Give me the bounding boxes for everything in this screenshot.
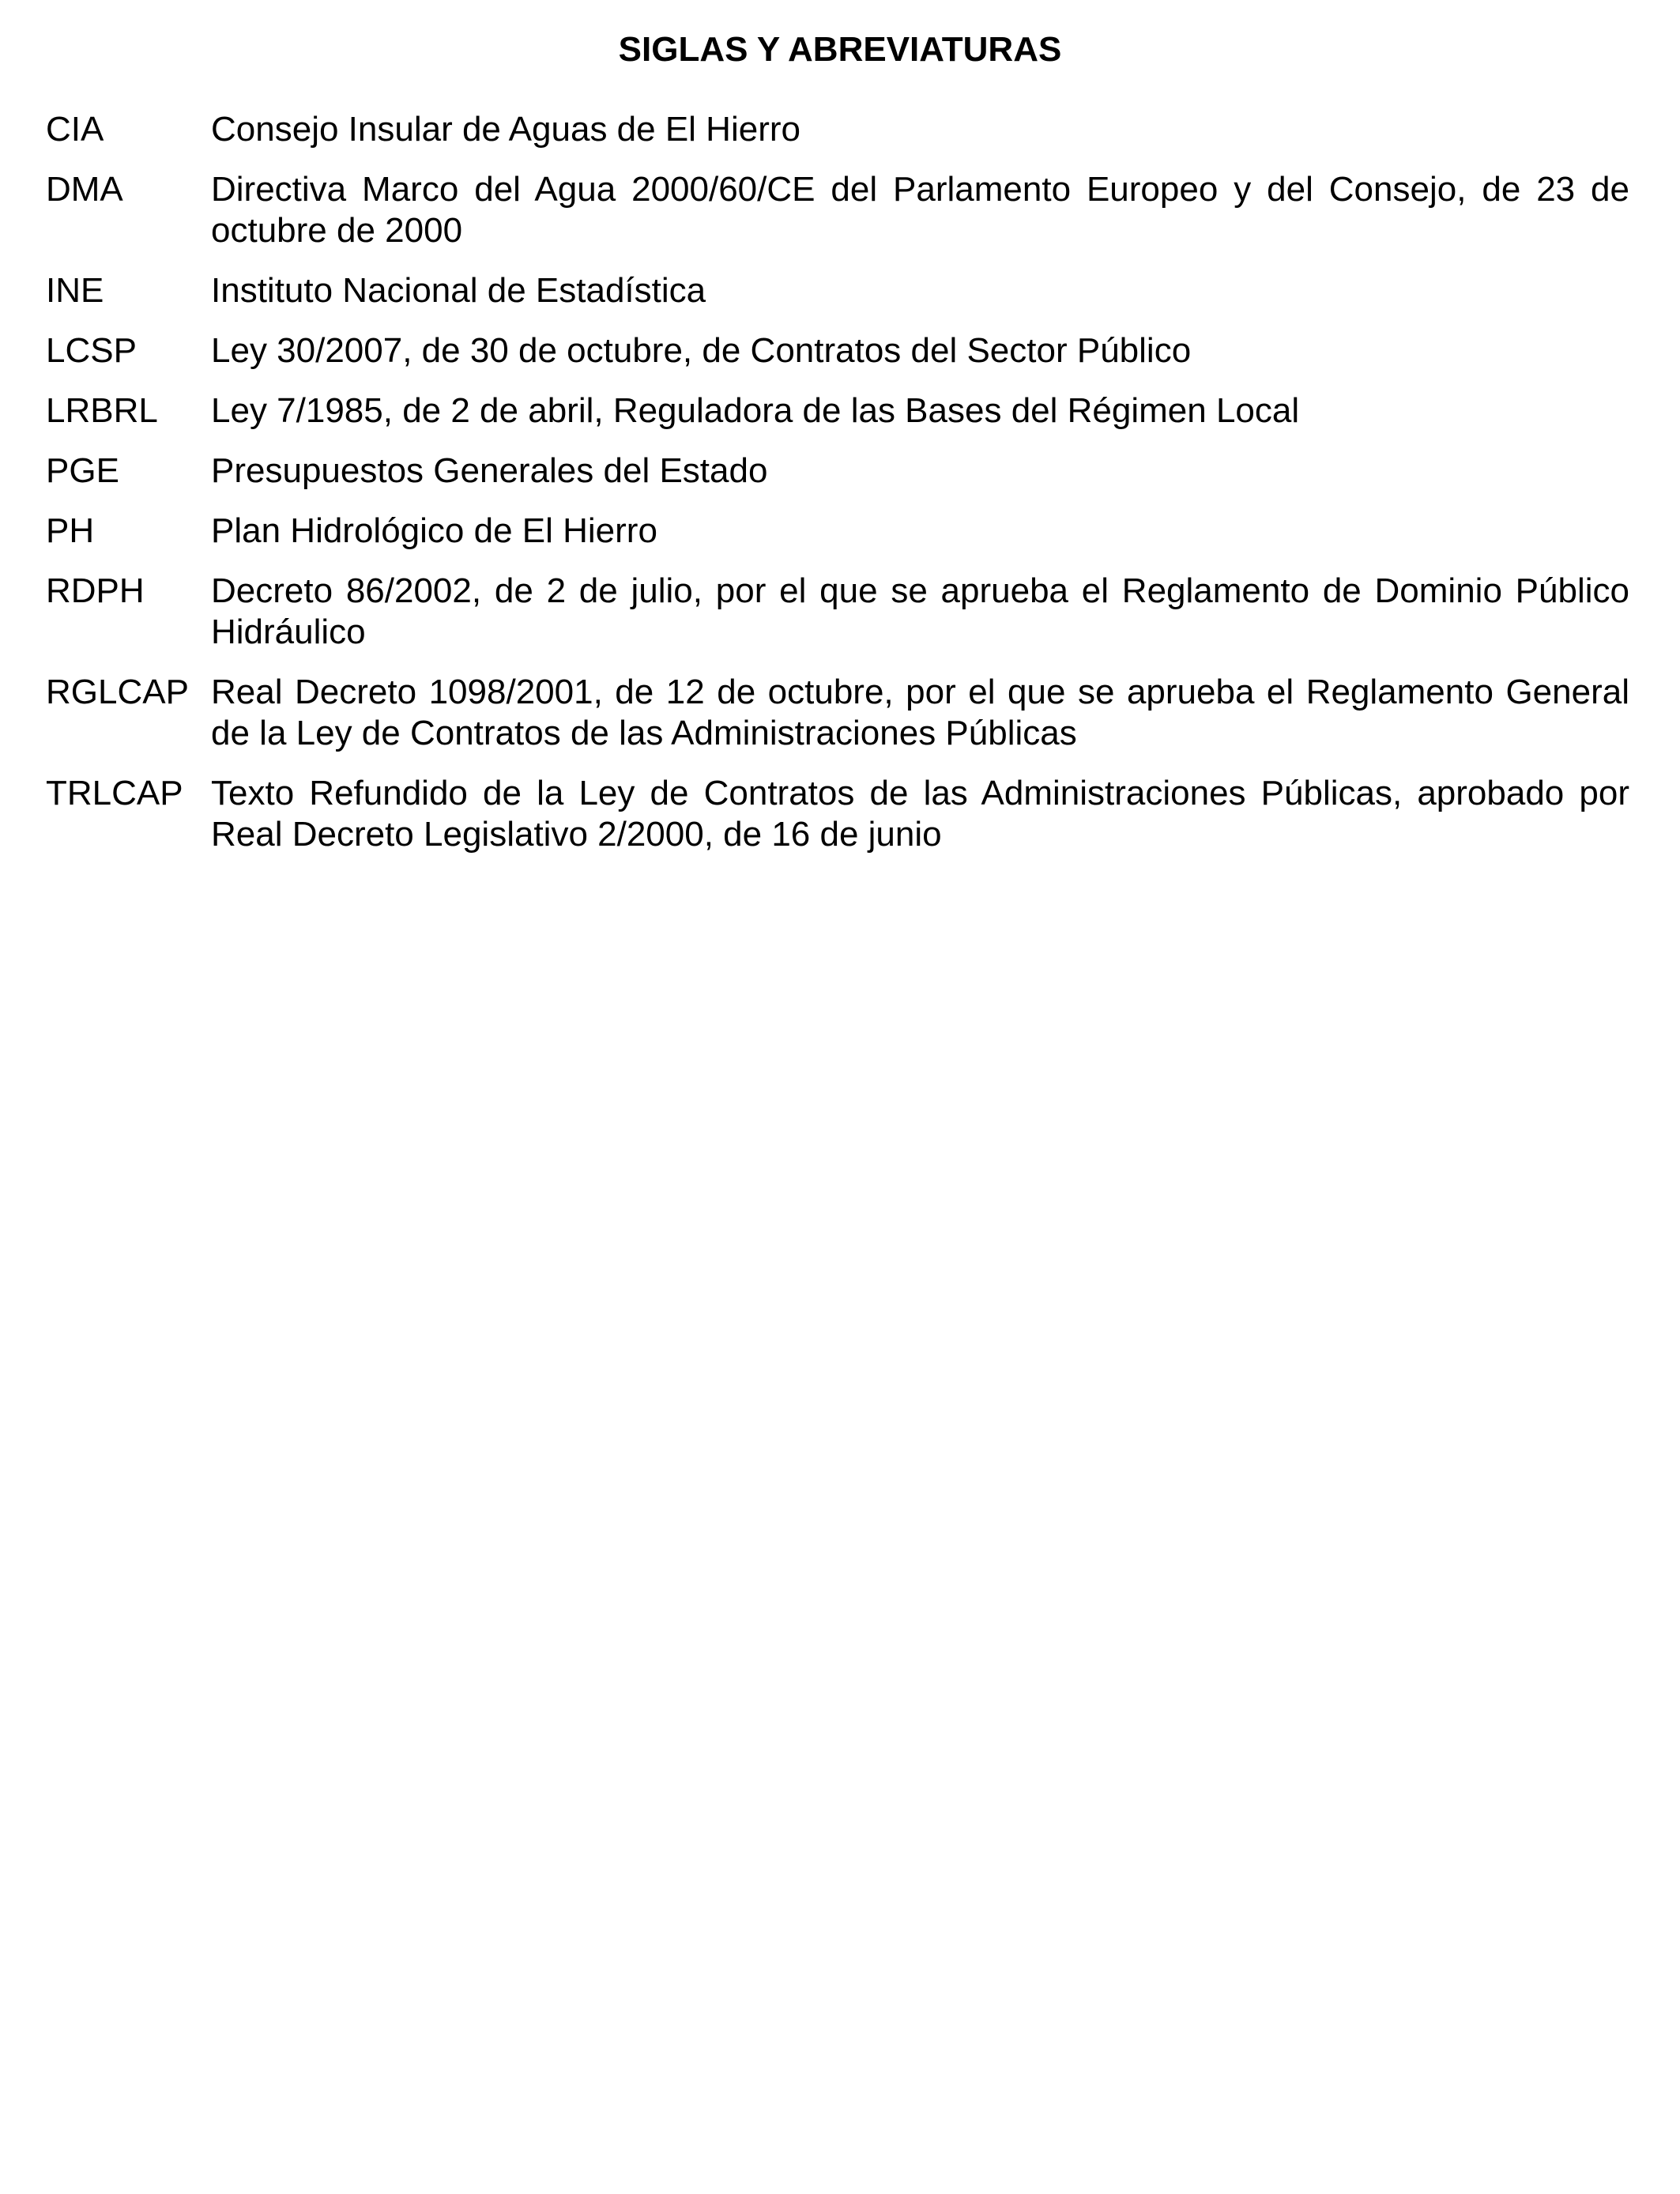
definition: Directiva Marco del Agua 2000/60/CE del Parlamento Europeo y del Consejo, de 23 de octubre de 2000: [211, 170, 1629, 250]
definition: Presupuestos Generales del Estado: [211, 451, 768, 490]
abbreviation: PGE: [46, 451, 119, 490]
list-item: [46, 390, 1629, 432]
abbreviation: RDPH: [46, 571, 145, 610]
list-item: [46, 450, 1629, 492]
definition: Instituto Nacional de Estadística: [211, 271, 706, 310]
list-item: [46, 571, 1629, 653]
list-item: [46, 109, 1629, 150]
abbreviation: INE: [46, 271, 104, 310]
abbreviation: TRLCAP: [46, 774, 183, 812]
page-title: SIGLAS Y ABREVIATURAS: [618, 30, 1062, 69]
definition: Texto Refundido de la Ley de Contratos de las Administraciones Públicas, aprobado por Real Decreto Legislativo 2/2000, de 16 de junio: [211, 774, 1629, 854]
abbreviation: DMA: [46, 170, 123, 209]
definition: Consejo Insular de Aguas de El Hierro: [211, 110, 800, 149]
definition: Decreto 86/2002, de 2 de julio, por el que se aprueba el Reglamento de Dominio Público Hidráulico: [211, 571, 1629, 651]
abbreviation: PH: [46, 511, 95, 550]
list-item: [46, 270, 1629, 311]
definition: Real Decreto 1098/2001, de 12 de octubre, por el que se aprueba el Reglamento General de la Ley de Contratos de las Administraciones Públicas: [211, 673, 1629, 752]
abbreviation: LCSP: [46, 331, 137, 370]
list-item: [46, 672, 1629, 754]
list-item: [46, 169, 1629, 251]
list-item: [46, 330, 1629, 371]
definition: Ley 30/2007, de 30 de octubre, de Contratos del Sector Público: [211, 331, 1192, 370]
definition: Ley 7/1985, de 2 de abril, Reguladora de las Bases del Régimen Local: [211, 391, 1300, 430]
definition: Plan Hidrológico de El Hierro: [211, 511, 657, 550]
abbreviation: RGLCAP: [46, 673, 189, 711]
abbreviation-list: [46, 109, 1629, 874]
abbreviation: LRBRL: [46, 391, 158, 430]
list-item: [46, 511, 1629, 552]
list-item: [46, 773, 1629, 855]
abbreviation: CIA: [46, 110, 104, 149]
